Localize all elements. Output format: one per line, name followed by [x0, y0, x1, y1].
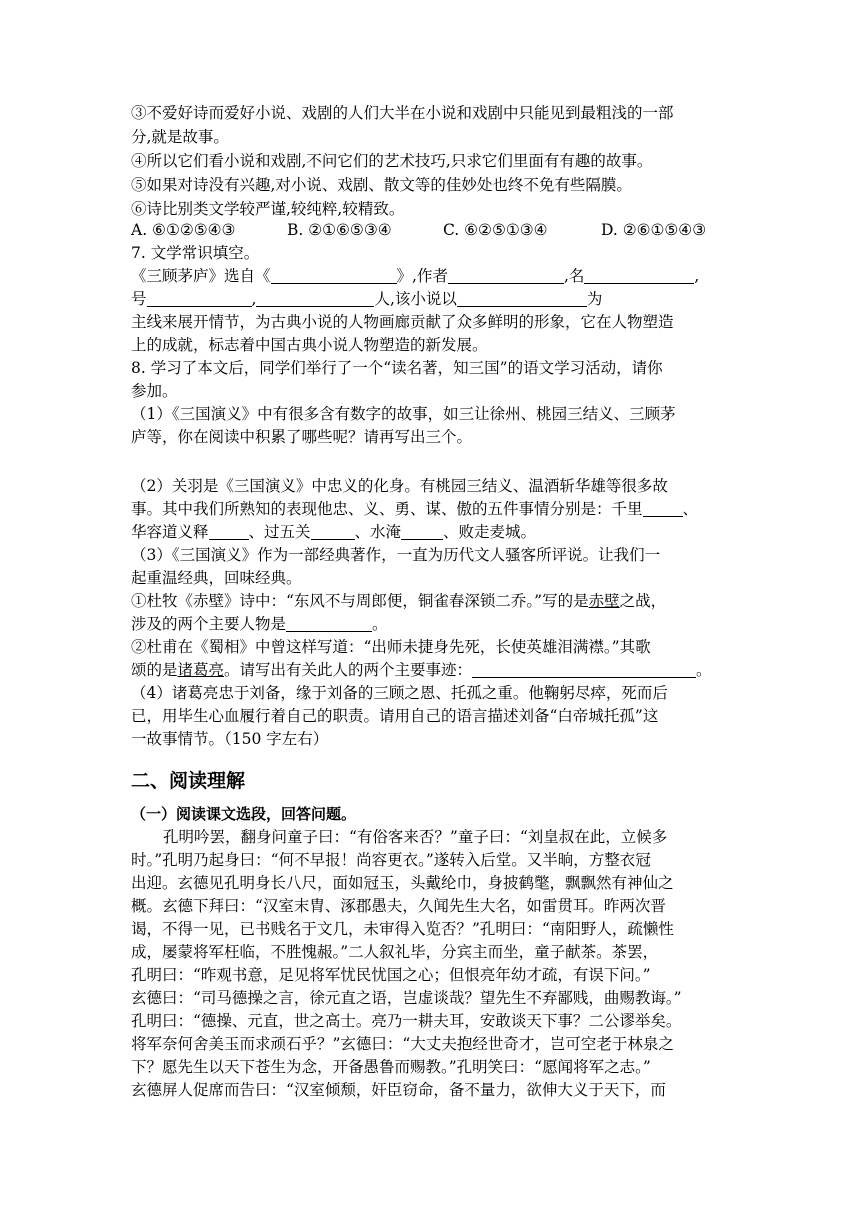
q8-text: 颂的是 [131, 661, 178, 679]
passage-line: 玄德曰：“司马德操之言，徐元直之语，岂虚谈哉？望先生不弃鄙贱，曲赐教诲。” [131, 989, 682, 1007]
answer-blank[interactable] [448, 267, 564, 284]
passage-line: 出迎。玄德见孔明身长八尺，面如冠玉，头戴纶巾，身披鹤氅，飘飘然有神仙之 [131, 874, 674, 892]
q8-part1-cont: 庐等，你在阅读中积累了哪些呢？请再写出三个。 [131, 428, 473, 446]
q7-text: ,名 [563, 267, 585, 285]
q8-part3-line3 [131, 590, 666, 612]
answer-blank[interactable] [457, 290, 587, 307]
answer-blank[interactable] [584, 267, 694, 284]
underlined-text: 赤壁 [588, 592, 620, 610]
q8-text: 羽是《三国演义》中忠义的化身。有桃园三结义、温酒斩华雄等很多故 [187, 477, 668, 495]
q6-sentence-3-cont: 分,就是故事。 [131, 128, 229, 146]
q8-title-cont: 参加。 [131, 382, 178, 400]
q8-part2-line1 [131, 475, 668, 497]
answer-blank[interactable] [286, 615, 372, 632]
answer-blank[interactable] [271, 267, 397, 284]
passage-line: 将军奈何舍美玉而求顽石乎？”玄德曰：“大丈夫抱经世奇才，岂可空老于林泉之 [131, 1035, 674, 1053]
passage-line: 玄德屏人促席而告曰：“汉室倾颓，奸臣窃命，备不量力，欲伸大义于天下，而 [131, 1081, 666, 1099]
passage-line: 成，屡蒙将军枉临，不胜愧赧。”二人叙礼毕，分宾主而坐，童子献茶。茶罢， [131, 943, 659, 961]
q8-part3-line5: ②杜甫在《蜀相》中曾这样写道：“出师未捷身先死，长使英雄泪满襟。”其歌 [131, 638, 651, 656]
q7-text: 人,该小说以 [374, 290, 457, 308]
q6-option-c: C. ⑥②⑤①③④ [443, 221, 548, 239]
q8-part4-line2: 已，用毕生心血履行着自己的职责。请用自己的语言描述刘备“白帝城托孤”这 [131, 707, 659, 725]
q6-option-d: D. ②⑥①⑤④③ [601, 221, 707, 239]
q6-options [131, 219, 706, 241]
q8-part3-line6 [131, 659, 712, 681]
q6-sentence-5: ⑤如果对诗没有兴趣,对小说、戏剧、散文等的佳妙处也终不免有些隔膜。 [131, 176, 632, 194]
passage-line: 孔明吟罢，翻身问童子曰：“有俗客来否？”童子曰：“刘皇叔在此，立候多 [163, 828, 668, 846]
passage-line: 时。”孔明乃起身曰：“何不早报！尚容更衣。”遂转入后堂。又半晌，方整衣冠 [131, 851, 651, 869]
q8-text: 、 [682, 500, 699, 518]
q8-text: 、败走麦城。 [443, 523, 537, 541]
passage-line: 孔明曰：“德操、元直，世之高士。亮乃一耕夫耳，安敢谈天下事？二公谬举矣。 [131, 1012, 682, 1030]
q7-line-3: 主线来展开情节，为古典小说的人物画廊贡献了众多鲜明的形象，它在人物塑造 [131, 313, 674, 331]
q6-sentence-6: ⑥诗比别类文学较严谨,较纯粹,较精致。 [131, 200, 405, 218]
q8-text: 让我们一 [598, 546, 661, 564]
q8-text: 涉及的两个主要人物是 [131, 615, 287, 633]
section-subheading: （一）阅读课文选段，回答问题。 [131, 805, 357, 823]
q8-text: ①杜牧《赤壁》诗中：“东风不与周郎便，铜雀春深锁二乔。”写的是 [131, 592, 589, 610]
q8-part4-line1: （4）诸葛亮忠于刘备，缘于刘备的三顾之恩、托孤之重。他鞠躬尽瘁，死而后 [131, 684, 668, 702]
q7-line-4: 上的成就，标志着中国古典小说人物塑造的新发展。 [131, 336, 488, 354]
q8-text: （3）《三国演义》作为一部经典著作，一直为历代文人骚客所评说。 [131, 546, 599, 564]
section-heading: 二、阅读理解 [131, 770, 246, 792]
answer-blank[interactable] [147, 290, 252, 307]
q6-option-a: A. ⑥①②⑤④③ [131, 221, 236, 239]
answer-blank[interactable] [256, 290, 374, 307]
q8-text: 、水淹 [354, 523, 402, 541]
answer-blank[interactable] [209, 523, 249, 540]
q7-text: 为 [586, 290, 603, 308]
q8-text: 之战， [619, 592, 667, 610]
q7-title: 7. 文学常识填空。 [131, 244, 260, 262]
q7-text: 号 [131, 290, 147, 308]
q7-text: 《三顾茅庐》选自《 [131, 267, 271, 285]
q7-text: , [694, 267, 700, 285]
q8-text: 、过五关 [248, 523, 311, 541]
q7-text: , [251, 290, 257, 308]
answer-blank[interactable] [472, 661, 696, 678]
passage-line: 孔明曰：“昨观书意，足见将军忧民忧国之心；但恨亮年幼才疏，有误下问。” [131, 966, 651, 984]
q8-text: 。 [372, 615, 388, 633]
answer-blank[interactable] [311, 523, 355, 540]
q8-title: 8. 学习了本文后，同学们举行了一个“读名著，知三国”的语文学习活动，请你 [131, 359, 663, 377]
q8-part3-line1 [131, 544, 660, 566]
passage-line: 下？愿先生以天下苍生为念，开备愚鲁而赐教。”孔明笑曰：“愿闻将军之志。” [131, 1058, 651, 1076]
q6-sentence-3: ③不爱好诗而爱好小说、戏剧的人们大半在小说和戏剧中只能见到最粗浅的一部 [131, 104, 674, 122]
answer-blank[interactable] [643, 500, 683, 517]
q8-text: 华容道义释 [131, 523, 209, 541]
q8-part4-line3: 一故事情节。（150 字左右） [131, 730, 329, 748]
q8-part2-line2 [131, 498, 698, 520]
underlined-text: 诸葛亮 [177, 661, 225, 679]
q7-line-2 [131, 288, 602, 310]
answer-blank[interactable] [401, 523, 443, 540]
q8-part2-line3 [131, 521, 536, 543]
q6-sentence-4: ④所以它们看小说和戏剧,不问它们的艺术技巧,只求它们里面有有趣的故事。 [131, 152, 653, 170]
q7-line-1 [131, 265, 699, 287]
q7-text: 》,作者 [396, 267, 448, 285]
q8-text: 。 [696, 661, 712, 679]
q8-text: 事。其中我们所熟知的表现他忠、义、勇、谋、傲的五件事情分别是：千里 [131, 500, 643, 518]
passage-line: 谒，不得一见，已书贱名于文几，未审得入览否？”孔明曰：“南阳野人，疏懒性 [131, 920, 674, 938]
q8-text: （2）关 [131, 477, 188, 495]
q8-part3-line4 [131, 613, 388, 635]
passage-line: 概。玄德下拜曰：“汉室末胄、涿郡愚夫，久闻先生大名，如雷贯耳。昨两次晋 [131, 897, 666, 915]
q6-option-b: B. ②①⑥⑤③④ [287, 221, 392, 239]
q8-part3-line2: 起重温经典，回味经典。 [131, 569, 302, 587]
q8-text: 。请写出有关此人的两个主要事迹： [224, 661, 473, 679]
q8-part1: （1）《三国演义》中有很多含有数字的故事，如三让徐州、桃园三结义、三顾茅 [131, 405, 676, 423]
